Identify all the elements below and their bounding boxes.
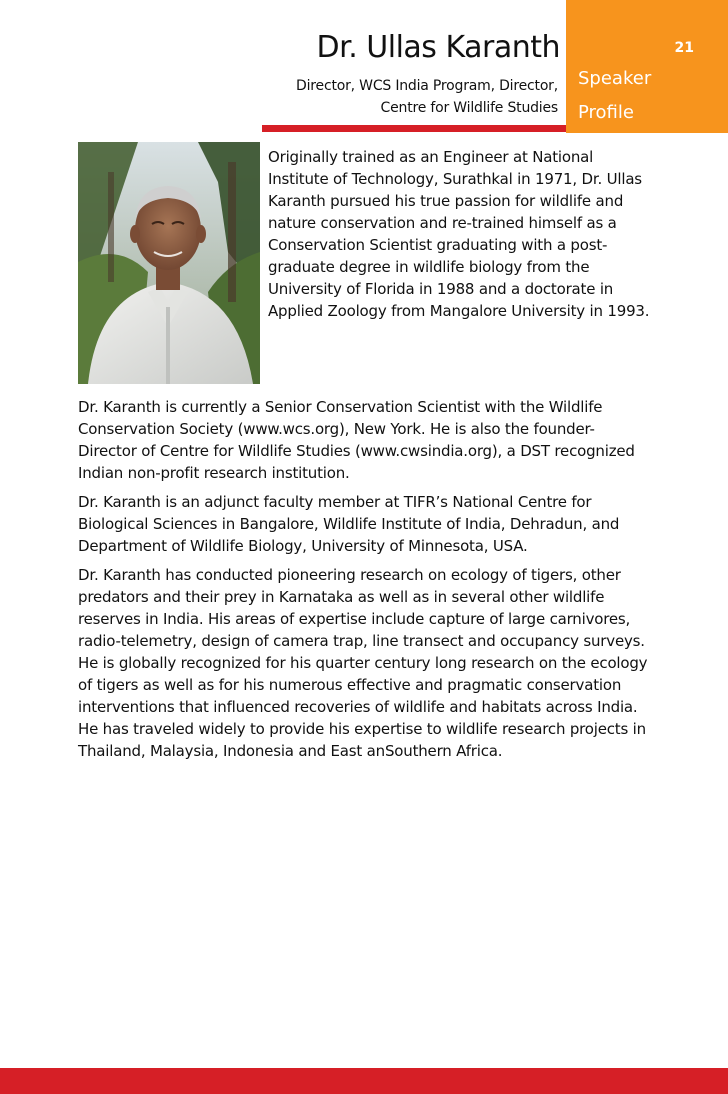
footer-bar (0, 1068, 728, 1094)
title-underline (262, 125, 566, 132)
speaker-role-line1: Director, WCS India Program, Director, (296, 78, 558, 94)
bio-paragraph-2: Dr. Karanth is an adjunct faculty member at TIFR’s National Centre for Biological Sciences in Bangalore, Wildlife Institute of India, Dehradun, and Department of Wildlife Biology, University of Minnesota, USA. (78, 493, 620, 555)
biography-body (78, 396, 650, 769)
speaker-profile-tab (566, 0, 728, 133)
bio-paragraph-3: Dr. Karanth has conducted pioneering research on ecology of tigers, other predators and their prey in Karnataka as well as in several other wildlife reserves in India. His areas of expertise include capture of large carnivores, radio-telemetry, design of camera trap, line transect and occupancy surveys. He is globally recognized for his quarter century long research on the ecology of tigers as well as for his numerous effective and pragmatic conservation interventions that influenced recoveries of wildlife and habitats across India. He has traveled widely to provide his expertise to wildlife research projects in Thailand, Malaysia, Indonesia and East anSouthern Africa. (78, 566, 648, 760)
speaker-role (200, 75, 558, 119)
speaker-photo (78, 142, 260, 384)
bio-paragraph-1: Dr. Karanth is currently a Senior Conservation Scientist with the Wildlife Conservation Society (www.wcs.org), New York. He is also the founder-Director of Centre for Wildlife Studies (www.cwsindia.org), a DST recognized Indian non-profit research institution. (78, 398, 635, 482)
speaker-name: Dr. Ullas Karanth (316, 30, 560, 65)
tab-label-speaker: Speaker (578, 68, 652, 89)
speaker-role-line2: Centre for Wildlife Studies (380, 100, 558, 116)
page-number: 21 (674, 40, 694, 56)
tab-label-profile: Profile (578, 102, 634, 123)
intro-paragraph (268, 146, 650, 322)
intro-text: Originally trained as an Engineer at National Institute of Technology, Surathkal in 1971, Dr. Ullas Karanth pursued his true passion for wildlife and nature conservation and re-trained himself as a Conservation Scientist graduating with a post-graduate degree in wildlife biology from the University of Florida in 1988 and a doctorate in Applied Zoology from Mangalore University in 1993. (268, 148, 650, 320)
